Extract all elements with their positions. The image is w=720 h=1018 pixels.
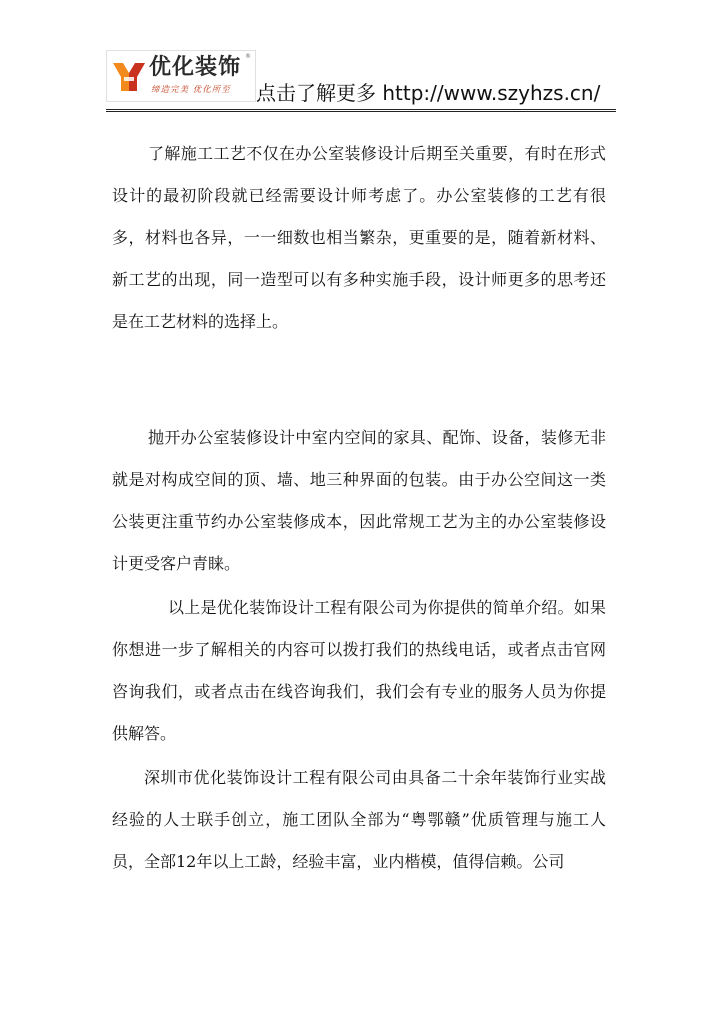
paragraph-4: 深圳市优化装饰设计工程有限公司由具备二十余年装饰行业实战经验的人士联手创立，施工团队全部为“粤鄂赣”优质管理与施工人员，全部12年以上工龄，经验丰富，业内楷模，值得信赖。公司 bbox=[112, 768, 606, 871]
paragraph-1: 了解施工工艺不仅在办公室装修设计后期至关重要，有时在形式设计的最初阶段就已经需要设计师考虑了。办公室装修的工艺有很多，材料也各异，一一细数也相当繁杂，更重要的是，随着新材料、新工艺的出现，同一造型可以有多种实施手段，设计师更多的思考还是在工艺材料的选择上。 bbox=[112, 144, 606, 331]
header-divider bbox=[106, 109, 616, 112]
trademark-symbol: ® bbox=[245, 53, 251, 60]
logo-name: 优化装饰 bbox=[149, 55, 242, 80]
page-header bbox=[106, 50, 616, 112]
paragraph-3: 以上是优化装饰设计工程有限公司为你提供的简单介绍。如果你想进一步了解相关的内容可以拨打我们的热线电话，或者点击官网咨询我们，或者点击在线咨询我们，我们会有专业的服务人员为你提供解答。 bbox=[112, 598, 606, 743]
learn-more-link[interactable]: 点击了解更多 http://www.szyhzs.cn/ bbox=[256, 81, 601, 105]
company-logo[interactable] bbox=[106, 50, 256, 102]
article-body bbox=[112, 133, 606, 883]
paragraph-2: 抛开办公室装修设计中室内空间的家具、配饰、设备，装修无非就是对构成空间的顶、墙、地三种界面的包装。由于办公空间这一类公装更注重节约办公室装修成本，因此常规工艺为主的办公室装修设计更受客户青睐。 bbox=[112, 428, 606, 573]
yh-logo-icon bbox=[111, 57, 147, 95]
logo-slogan: 缔造完美 优化所至 bbox=[151, 85, 231, 95]
